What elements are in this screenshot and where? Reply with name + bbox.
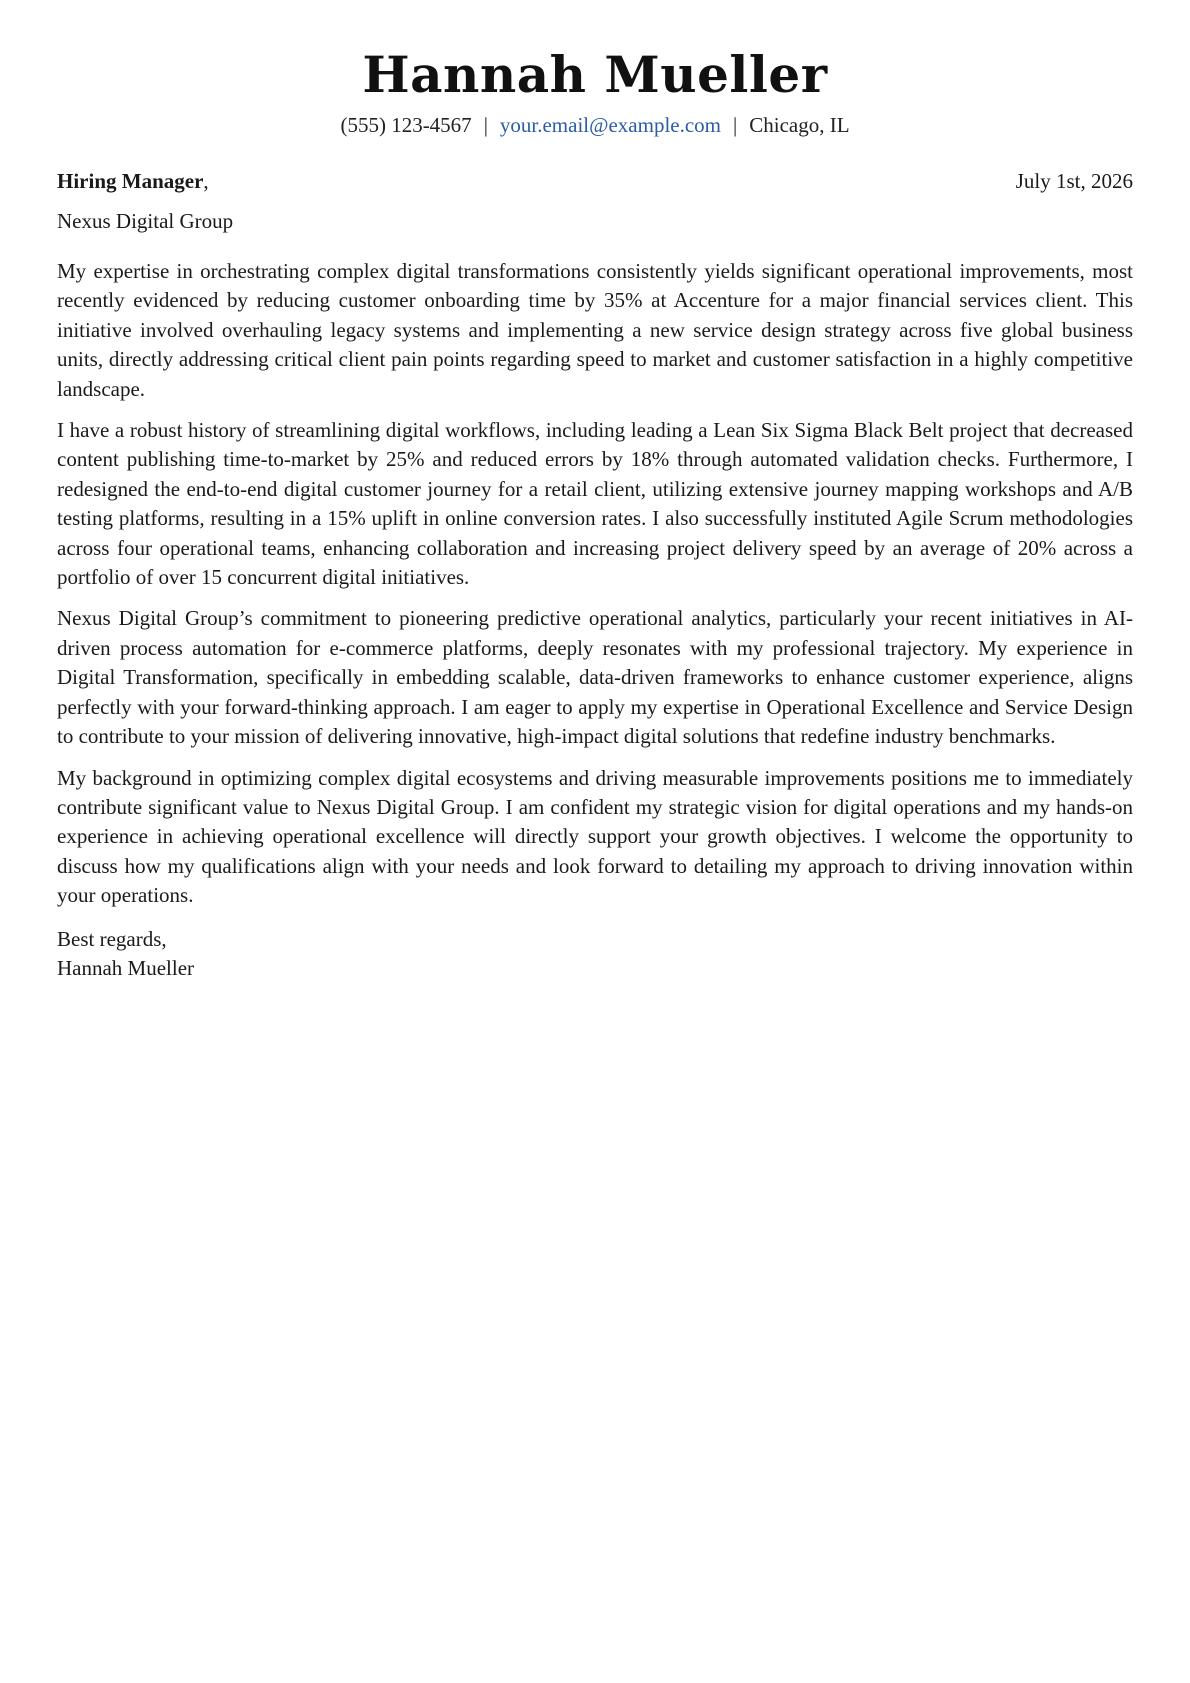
phone-number: (555) 123-4567 (340, 113, 472, 137)
contact-separator: | (483, 113, 488, 137)
closing-phrase: Best regards, (57, 926, 167, 951)
applicant-name: Hannah Mueller (362, 45, 828, 104)
cover-letter-page (57, 0, 1133, 1683)
contact-line (57, 111, 1133, 139)
body-paragraph: Nexus Digital Group’s commitment to pioneering predictive operational analytics, particularly your recent initiatives in AI-driven process automation for e-commerce platforms, deeply resonates with my professional trajectory. My experience in Digital Transformation, specifically in embedding scalable, data-driven frameworks to enhance customer experience, aligns perfectly with your forward-thinking approach. I am eager to apply my expertise in Operational Excellence and Service Design to contribute to your mission of delivering innovative, high-impact digital solutions that redefine industry benchmarks. (57, 606, 1133, 749)
location: Chicago, IL (749, 113, 850, 137)
email-link[interactable]: your.email@example.com (499, 113, 722, 137)
body-paragraph: My expertise in orchestrating complex digital transformations consistently yields significant operational improvements, most recently evidenced by reducing customer onboarding time by 35% at Accenture for a major financial services client. This initiative involved overhauling legacy systems and implementing a new service design strategy across five global business units, directly addressing critical client pain points regarding speed to market and customer satisfaction in a highly competitive landscape. (57, 259, 1133, 401)
letter-body (57, 257, 1133, 911)
letter-date: July 1st, 2026 (1015, 169, 1133, 193)
recipient-suffix: , (203, 169, 209, 193)
body-paragraph: My background in optimizing complex digital ecosystems and driving measurable improvements positions me to immediately contribute significant value to Nexus Digital Group. I am confident my strategic vision for digital operations and my hands-on experience in achieving operational excellence will directly support your growth objectives. I welcome the opportunity to discuss how my qualifications align with your needs and look forward to detailing my approach to driving innovation within your operations. (57, 765, 1133, 908)
salutation (57, 167, 209, 195)
body-paragraph: I have a robust history of streamlining digital workflows, including leading a Lean Six Sigma Black Belt project that decreased content publishing time-to-market by 25% and reduced errors by 18% through automated validation checks. Furthermore, I redesigned the end-to-end digital customer journey for a retail client, utilizing extensive journey mapping workshops and A/B testing platforms, resulting in a 15% uplift in online conversion rates. I also successfully instituted Agile Scrum methodologies across four operational teams, enhancing collaboration and increasing project delivery speed by an average of 20% across a portfolio of over 15 concurrent digital initiatives. (57, 418, 1133, 590)
closing-block (57, 925, 1133, 983)
company-name: Nexus Digital Group (57, 209, 234, 233)
signature-name: Hannah Mueller (57, 955, 195, 980)
contact-separator: | (733, 113, 738, 137)
address-row (57, 167, 1133, 195)
recipient: Hiring Manager (57, 169, 204, 193)
